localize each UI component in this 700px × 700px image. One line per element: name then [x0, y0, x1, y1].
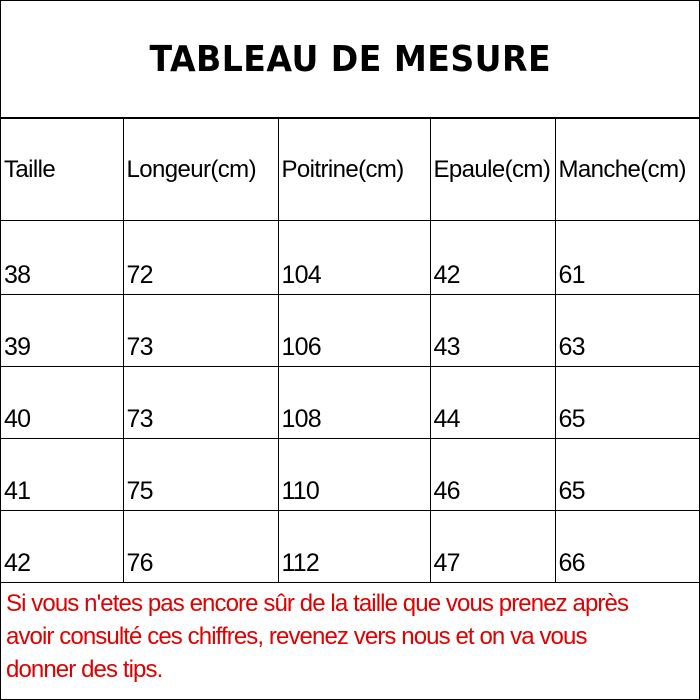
- header-sleeve: Manche(cm): [555, 119, 699, 221]
- table-row: [1, 439, 699, 511]
- cell-chest: 110: [278, 439, 430, 511]
- cell-size: 40: [1, 367, 123, 439]
- cell-chest: 112: [278, 511, 430, 583]
- cell-size: 42: [1, 511, 123, 583]
- measurement-table: [1, 118, 699, 583]
- cell-sleeve: 63: [555, 295, 699, 367]
- cell-length: 73: [123, 367, 278, 439]
- cell-chest: 104: [278, 221, 430, 295]
- cell-size: 39: [1, 295, 123, 367]
- header-shoulder: Epaule(cm): [430, 119, 555, 221]
- size-advice-note: [1, 581, 699, 699]
- cell-length: 72: [123, 221, 278, 295]
- cell-sleeve: 65: [555, 367, 699, 439]
- title-row: [1, 1, 699, 118]
- header-length: Longeur(cm): [123, 119, 278, 221]
- header-chest: Poitrine(cm): [278, 119, 430, 221]
- cell-shoulder: 46: [430, 439, 555, 511]
- chart-title: TABLEAU DE MESURE: [149, 38, 551, 80]
- cell-shoulder: 43: [430, 295, 555, 367]
- note-line: Si vous n'etes pas encore sûr de la taille que vous prenez après: [6, 590, 629, 617]
- cell-size: 41: [1, 439, 123, 511]
- table-row: [1, 295, 699, 367]
- cell-shoulder: 47: [430, 511, 555, 583]
- note-line: avoir consulté ces chiffres, revenez vers nous et on va vous: [6, 623, 587, 650]
- cell-sleeve: 65: [555, 439, 699, 511]
- cell-sleeve: 66: [555, 511, 699, 583]
- cell-chest: 106: [278, 295, 430, 367]
- cell-shoulder: 44: [430, 367, 555, 439]
- table-row: [1, 367, 699, 439]
- note-line: donner des tips.: [6, 656, 163, 683]
- cell-sleeve: 61: [555, 221, 699, 295]
- cell-length: 75: [123, 439, 278, 511]
- cell-chest: 108: [278, 367, 430, 439]
- cell-length: 73: [123, 295, 278, 367]
- header-row: [1, 119, 699, 221]
- header-size: Taille: [1, 119, 123, 221]
- cell-shoulder: 42: [430, 221, 555, 295]
- cell-size: 38: [1, 221, 123, 295]
- table-row: [1, 221, 699, 295]
- cell-length: 76: [123, 511, 278, 583]
- table-row: [1, 511, 699, 583]
